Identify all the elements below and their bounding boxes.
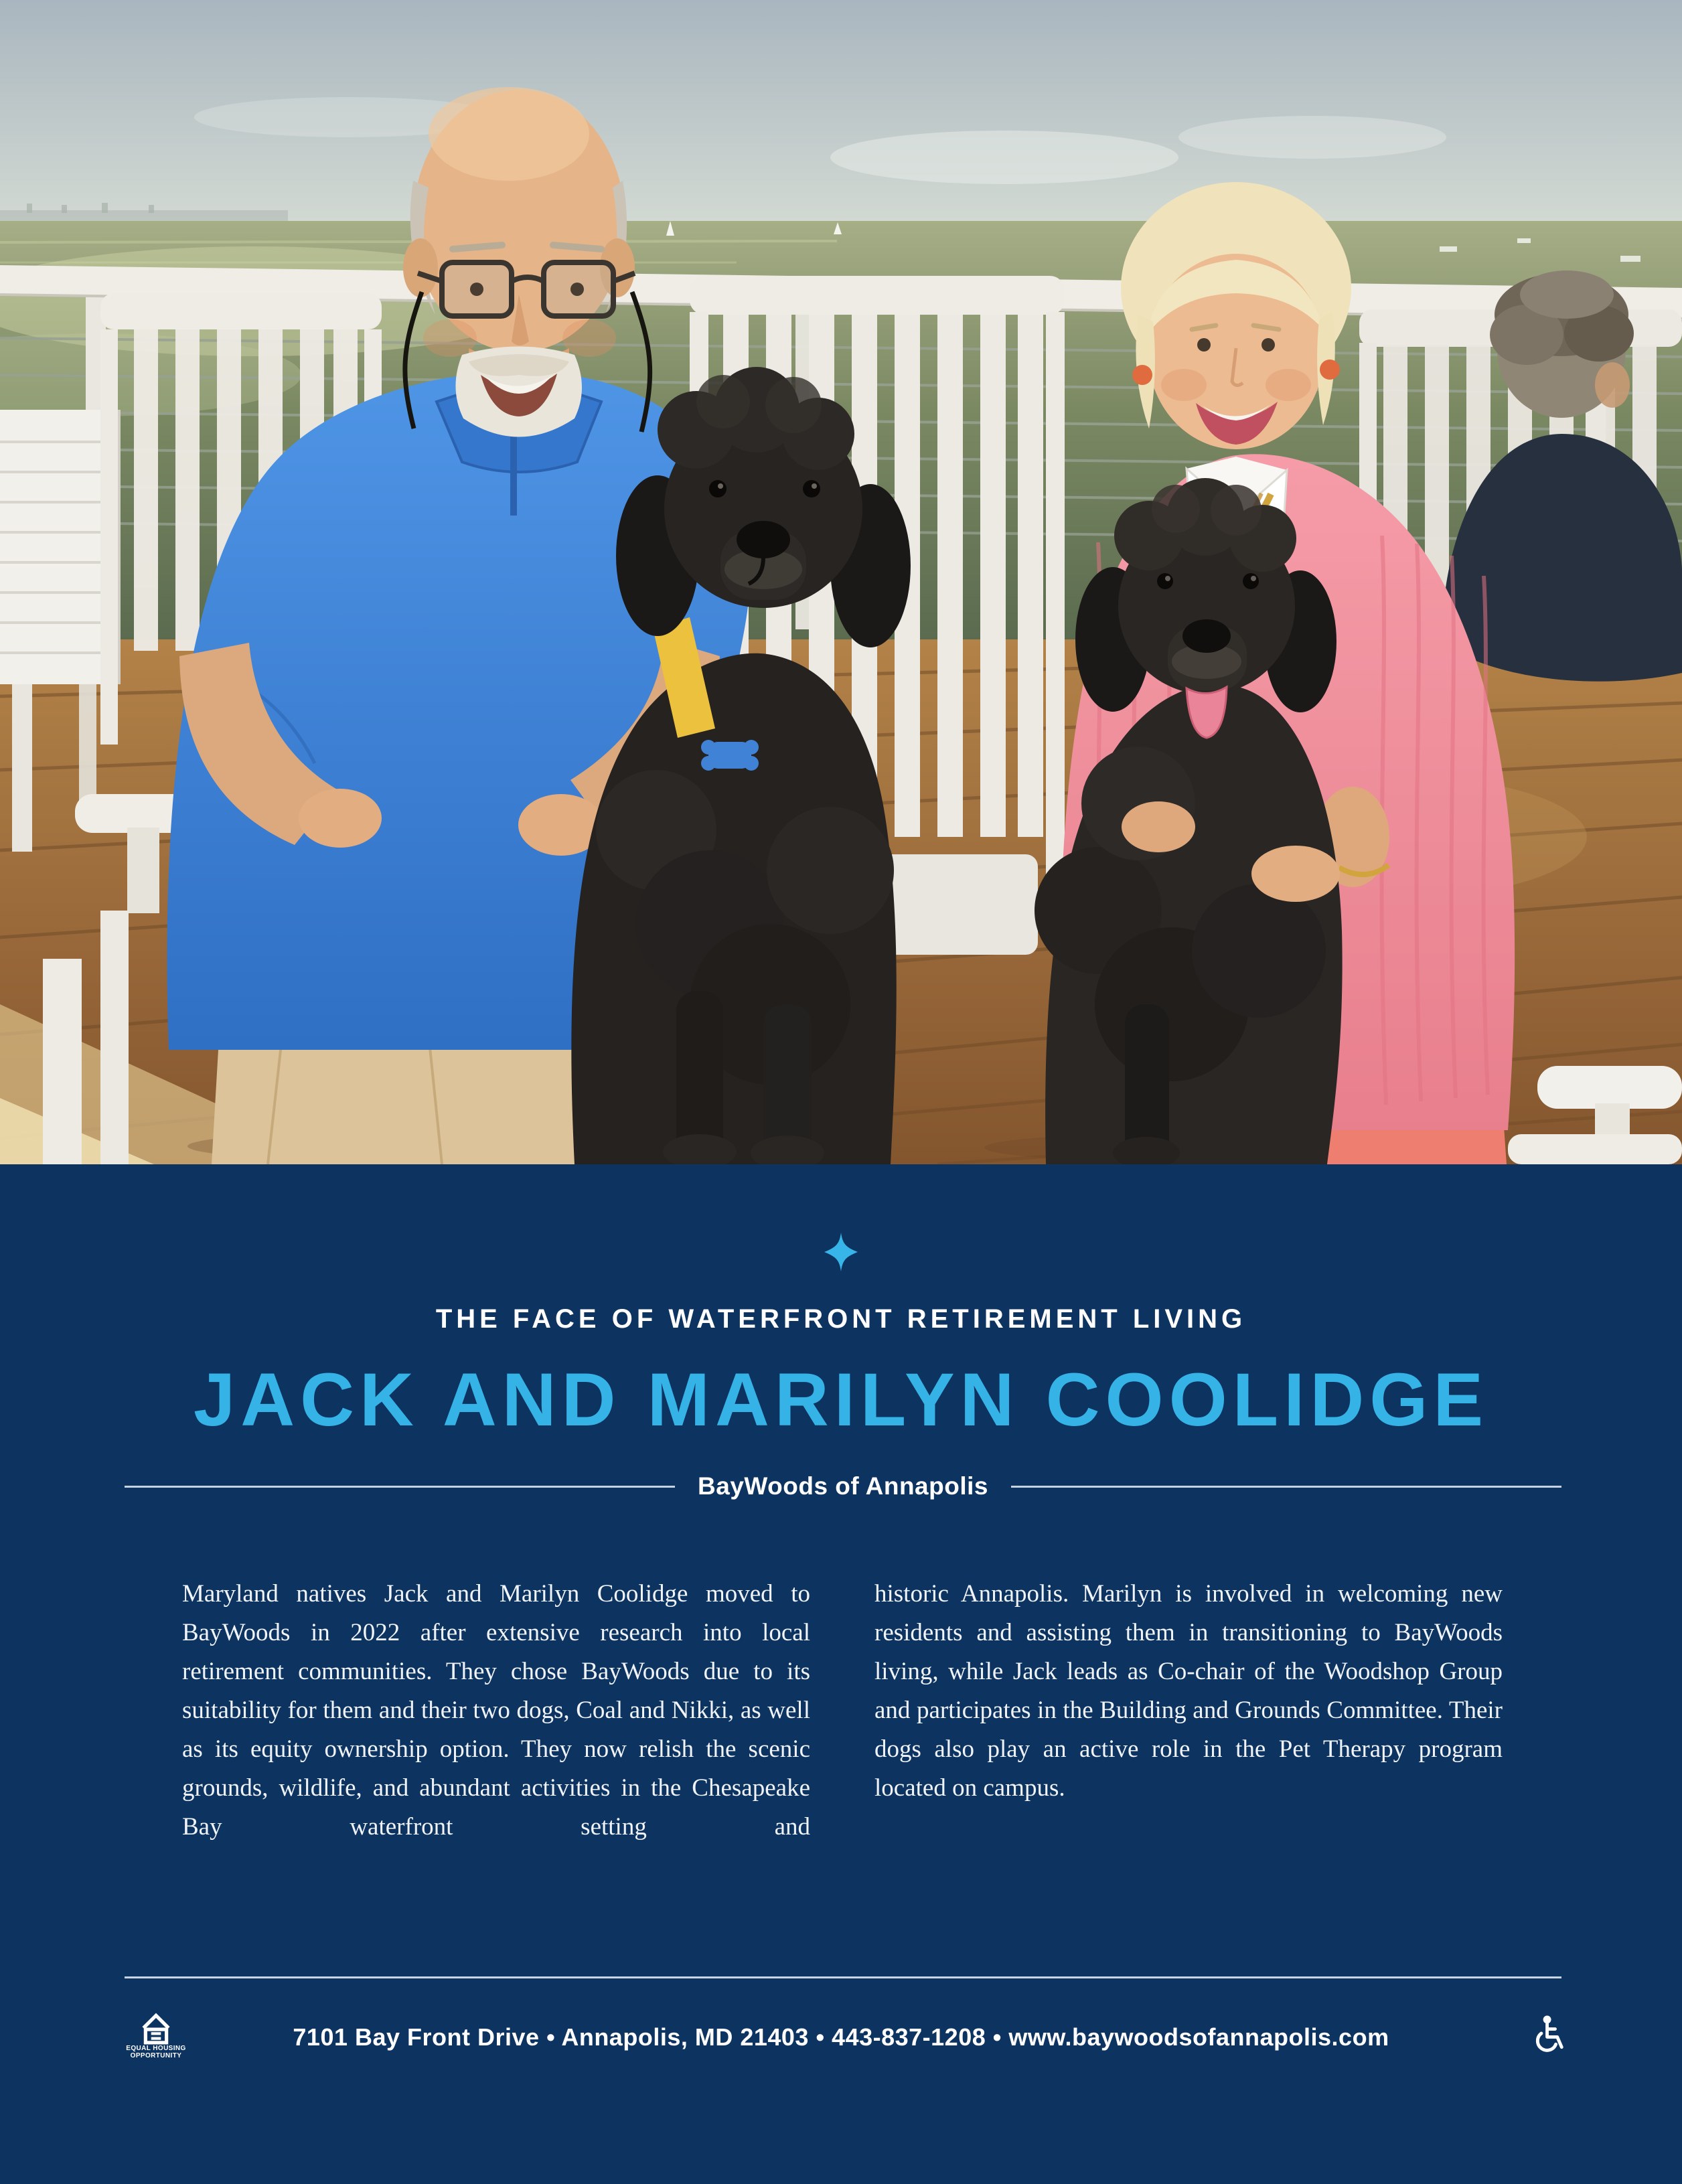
sky [0,0,1682,228]
boat [1517,238,1531,243]
community-name: BayWoods of Annapolis [698,1472,988,1500]
section-eyebrow: THE FACE OF WATERFRONT RETIREMENT LIVING [435,1304,1247,1334]
marilyn-hand [1251,846,1340,902]
equal-housing-label-line2: OPPORTUNITY [130,2052,182,2059]
blue-bone-tag [701,740,759,771]
boat [1440,246,1457,252]
boat [1620,256,1640,262]
community-divider [125,1472,1561,1500]
sparkle-icon [824,1233,858,1271]
jack-hand [299,789,382,848]
article-body [182,1575,1503,1847]
wheelchair-accessible-icon [1533,2014,1568,2053]
marilyn-hand [1122,801,1195,852]
divider-line-right [1011,1486,1561,1488]
article-column-right: historic Annapolis. Marilyn is involved in welcoming new residents and assisting them in transitioning to BayWoods living, while Jack leads as Co-chair of the Woodshop Group and participates in the Building and Grounds Committee. Their dogs also play an active role in the Pet Therapy program located on campus. [874,1580,1503,1802]
divider-line-left [125,1486,675,1488]
page-title: JACK AND MARILYN COOLIDGE [193,1358,1489,1441]
earring [1320,360,1340,380]
footer-divider [125,1976,1561,1978]
earring [1132,365,1152,385]
footer-address: 7101 Bay Front Drive • Annapolis, MD 21403 • 443-837-1208 • www.baywoodsofannapolis.com [293,2023,1389,2051]
article-column-left: Maryland natives Jack and Marilyn Coolidge moved to BayWoods in 2022 after extensive research into local retirement communities. They chose BayWoods due to its suitability for them and their two dogs, Coal and Nikki, as well as its equity ownership option. They now relish the scenic grounds, wildlife, and abundant activities in the Chesapeake Bay waterfront setting and [182,1580,810,1841]
equal-housing-label-line1: EQUAL HOUSING [126,2045,186,2052]
